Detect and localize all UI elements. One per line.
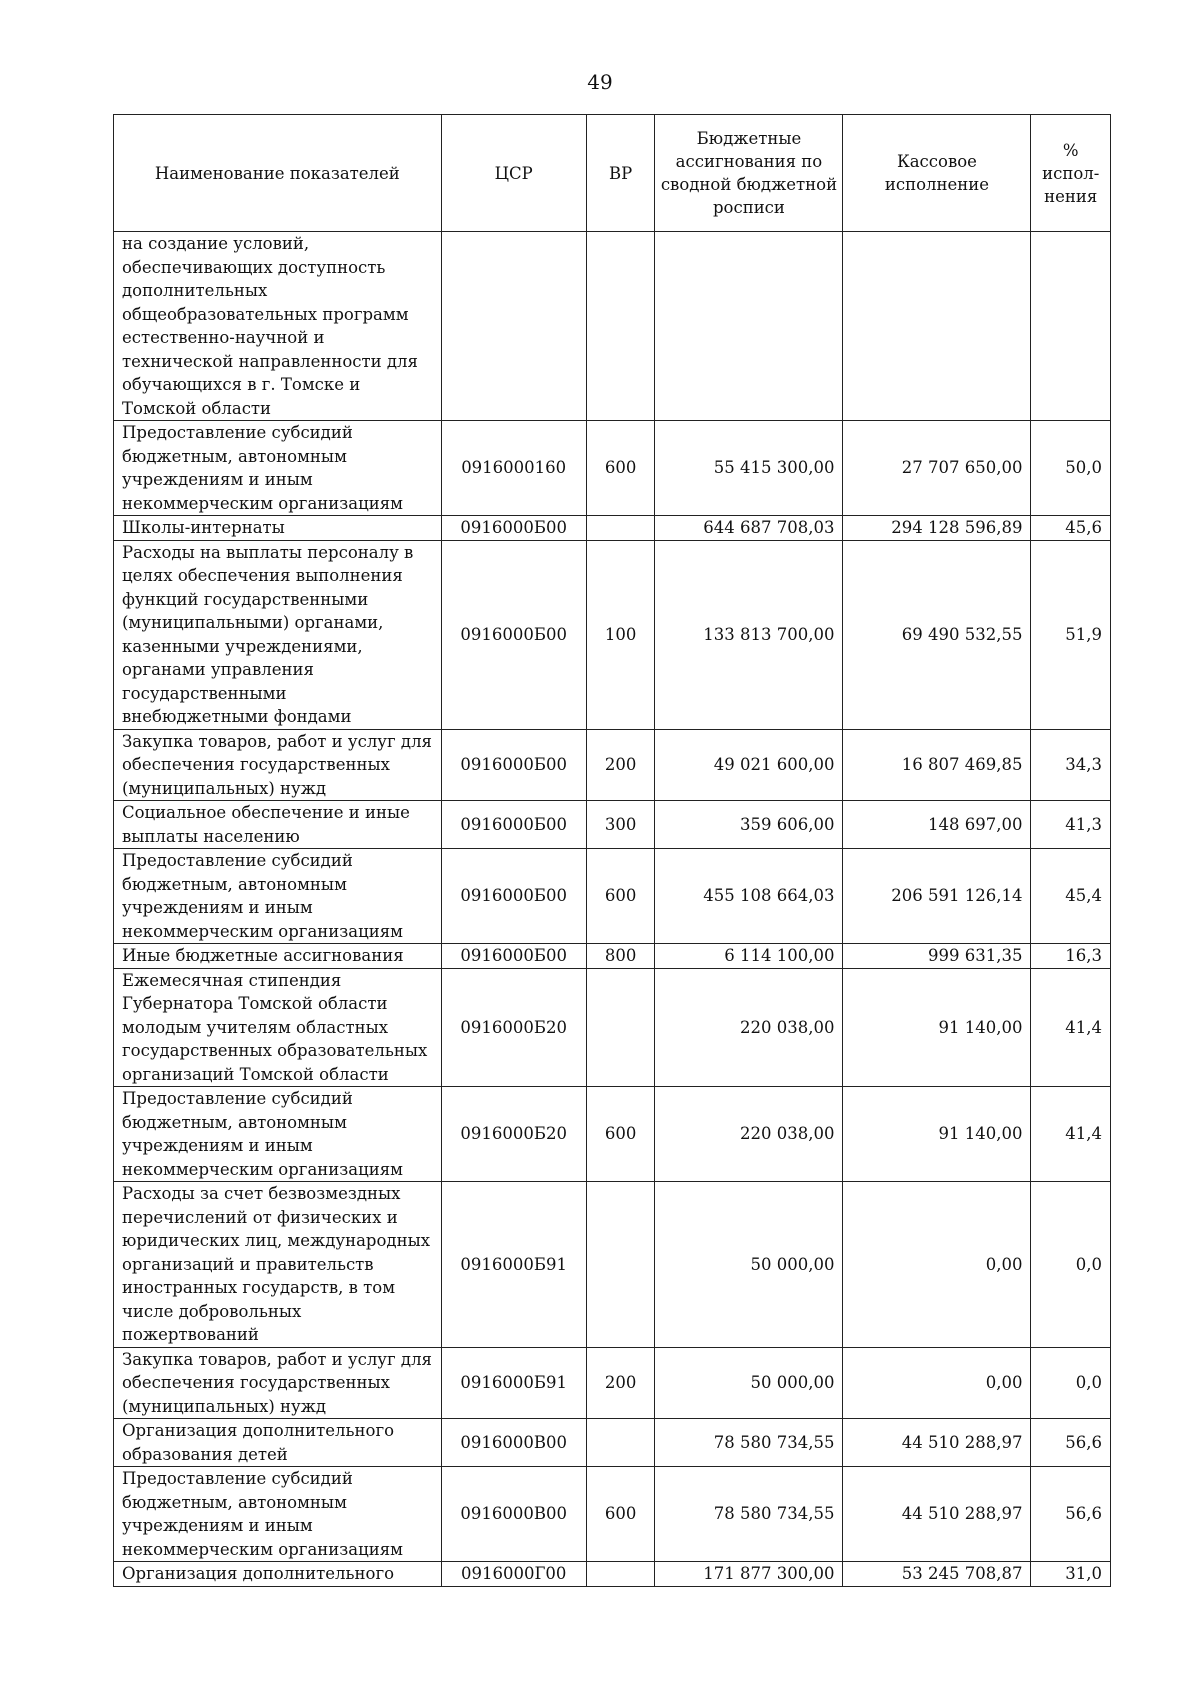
cell-cash-execution: 91 140,00	[843, 968, 1031, 1087]
table-row	[114, 968, 1111, 1087]
table-row	[114, 944, 1111, 969]
cell-percent: 50,0	[1031, 421, 1111, 516]
cell-allocations	[655, 232, 843, 421]
cell-csr: 0916000160	[441, 421, 586, 516]
header-csr: ЦСР	[441, 115, 586, 232]
cell-csr: 0916000Б00	[441, 729, 586, 801]
cell-name: Предоставление субсидий бюджетным, автономным учреждениям и иным некоммерческим организациям	[114, 1467, 442, 1562]
cell-name: Школы-интернаты	[114, 516, 442, 541]
cell-cash-execution: 44 510 288,97	[843, 1419, 1031, 1467]
cell-percent: 0,0	[1031, 1347, 1111, 1419]
cell-percent: 41,4	[1031, 968, 1111, 1087]
cell-name: Закупка товаров, работ и услуг для обеспечения государственных (муниципальных) нужд	[114, 1347, 442, 1419]
cell-allocations: 78 580 734,55	[655, 1419, 843, 1467]
cell-vr	[586, 1562, 655, 1587]
cell-cash-execution: 206 591 126,14	[843, 849, 1031, 944]
cell-percent: 51,9	[1031, 540, 1111, 729]
cell-csr: 0916000Б00	[441, 944, 586, 969]
cell-allocations: 220 038,00	[655, 968, 843, 1087]
cell-percent	[1031, 232, 1111, 421]
cell-cash-execution: 91 140,00	[843, 1087, 1031, 1182]
cell-name: Расходы на выплаты персоналу в целях обеспечения выполнения функций государственными (муниципальными) органами, казенными учреждениями, органами управления государственными внебюджетными фондами	[114, 540, 442, 729]
table-row	[114, 849, 1111, 944]
cell-percent: 45,6	[1031, 516, 1111, 541]
cell-vr	[586, 232, 655, 421]
cell-percent: 31,0	[1031, 1562, 1111, 1587]
cell-cash-execution: 53 245 708,87	[843, 1562, 1031, 1587]
cell-csr: 0916000Б91	[441, 1347, 586, 1419]
cell-percent: 56,6	[1031, 1467, 1111, 1562]
cell-percent: 56,6	[1031, 1419, 1111, 1467]
cell-allocations: 133 813 700,00	[655, 540, 843, 729]
cell-allocations: 49 021 600,00	[655, 729, 843, 801]
cell-csr: 0916000Б00	[441, 801, 586, 849]
table-row	[114, 1087, 1111, 1182]
table-row	[114, 540, 1111, 729]
table-row	[114, 1467, 1111, 1562]
cell-allocations: 359 606,00	[655, 801, 843, 849]
table-row	[114, 1182, 1111, 1348]
table-row	[114, 1562, 1111, 1587]
table-row	[114, 1419, 1111, 1467]
cell-name: Иные бюджетные ассигнования	[114, 944, 442, 969]
cell-csr: 0916000Б00	[441, 540, 586, 729]
cell-name: Социальное обеспечение и иные выплаты населению	[114, 801, 442, 849]
cell-allocations: 55 415 300,00	[655, 421, 843, 516]
cell-csr: 0916000В00	[441, 1467, 586, 1562]
cell-name: Расходы за счет безвозмездных перечислений от физических и юридических лиц, международных организаций и правительств иностранных государств, в том числе добровольных пожертвований	[114, 1182, 442, 1348]
cell-vr: 800	[586, 944, 655, 969]
table-row	[114, 421, 1111, 516]
cell-cash-execution: 16 807 469,85	[843, 729, 1031, 801]
cell-csr: 0916000В00	[441, 1419, 586, 1467]
cell-cash-execution: 44 510 288,97	[843, 1467, 1031, 1562]
header-cash-execution: Кассовое исполнение	[843, 115, 1031, 232]
cell-percent: 16,3	[1031, 944, 1111, 969]
cell-allocations: 171 877 300,00	[655, 1562, 843, 1587]
cell-vr	[586, 968, 655, 1087]
cell-allocations: 455 108 664,03	[655, 849, 843, 944]
cell-percent: 34,3	[1031, 729, 1111, 801]
cell-name: Предоставление субсидий бюджетным, автономным учреждениям и иным некоммерческим организациям	[114, 849, 442, 944]
page-number: 49	[587, 70, 613, 94]
cell-vr: 100	[586, 540, 655, 729]
table-row	[114, 801, 1111, 849]
cell-vr: 600	[586, 849, 655, 944]
cell-csr: 0916000Б91	[441, 1182, 586, 1348]
cell-name: Организация дополнительного образования детей	[114, 1419, 442, 1467]
header-name: Наименование показателей	[114, 115, 442, 232]
cell-name: Предоставление субсидий бюджетным, автономным учреждениям и иным некоммерческим организациям	[114, 421, 442, 516]
cell-cash-execution: 69 490 532,55	[843, 540, 1031, 729]
cell-cash-execution: 0,00	[843, 1347, 1031, 1419]
cell-percent: 41,4	[1031, 1087, 1111, 1182]
cell-name: Предоставление субсидий бюджетным, автономным учреждениям и иным некоммерческим организациям	[114, 1087, 442, 1182]
cell-cash-execution	[843, 232, 1031, 421]
cell-cash-execution: 27 707 650,00	[843, 421, 1031, 516]
cell-vr: 200	[586, 729, 655, 801]
cell-allocations: 220 038,00	[655, 1087, 843, 1182]
table-row	[114, 232, 1111, 421]
budget-execution-table	[113, 114, 1111, 1587]
cell-vr: 600	[586, 421, 655, 516]
header-vr: ВР	[586, 115, 655, 232]
cell-csr: 0916000Б20	[441, 968, 586, 1087]
cell-allocations: 50 000,00	[655, 1182, 843, 1348]
cell-cash-execution: 0,00	[843, 1182, 1031, 1348]
header-percent: % испол-нения	[1031, 115, 1111, 232]
cell-vr	[586, 1419, 655, 1467]
cell-percent: 45,4	[1031, 849, 1111, 944]
header-allocations: Бюджетные ассигнования по сводной бюджетной росписи	[655, 115, 843, 232]
cell-vr: 600	[586, 1087, 655, 1182]
cell-allocations: 50 000,00	[655, 1347, 843, 1419]
cell-allocations: 6 114 100,00	[655, 944, 843, 969]
cell-vr	[586, 1182, 655, 1348]
cell-csr	[441, 232, 586, 421]
cell-vr	[586, 516, 655, 541]
table-row	[114, 1347, 1111, 1419]
cell-cash-execution: 148 697,00	[843, 801, 1031, 849]
cell-vr: 200	[586, 1347, 655, 1419]
table-row	[114, 729, 1111, 801]
cell-name: Ежемесячная стипендия Губернатора Томской области молодым учителям областных государственных образовательных организаций Томской области	[114, 968, 442, 1087]
cell-csr: 0916000Б20	[441, 1087, 586, 1182]
cell-name: Закупка товаров, работ и услуг для обеспечения государственных (муниципальных) нужд	[114, 729, 442, 801]
cell-vr: 300	[586, 801, 655, 849]
cell-allocations: 644 687 708,03	[655, 516, 843, 541]
cell-percent: 41,3	[1031, 801, 1111, 849]
cell-percent: 0,0	[1031, 1182, 1111, 1348]
cell-csr: 0916000Б00	[441, 849, 586, 944]
cell-csr: 0916000Г00	[441, 1562, 586, 1587]
cell-allocations: 78 580 734,55	[655, 1467, 843, 1562]
table-body	[114, 232, 1111, 1587]
table-row	[114, 516, 1111, 541]
cell-name: Организация дополнительного	[114, 1562, 442, 1587]
table-header-row	[114, 115, 1111, 232]
cell-name: на создание условий, обеспечивающих доступность дополнительных общеобразовательных программ естественно-научной и технической направленности для обучающихся в г. Томске и Томской области	[114, 232, 442, 421]
cell-cash-execution: 294 128 596,89	[843, 516, 1031, 541]
cell-cash-execution: 999 631,35	[843, 944, 1031, 969]
cell-vr: 600	[586, 1467, 655, 1562]
cell-csr: 0916000Б00	[441, 516, 586, 541]
